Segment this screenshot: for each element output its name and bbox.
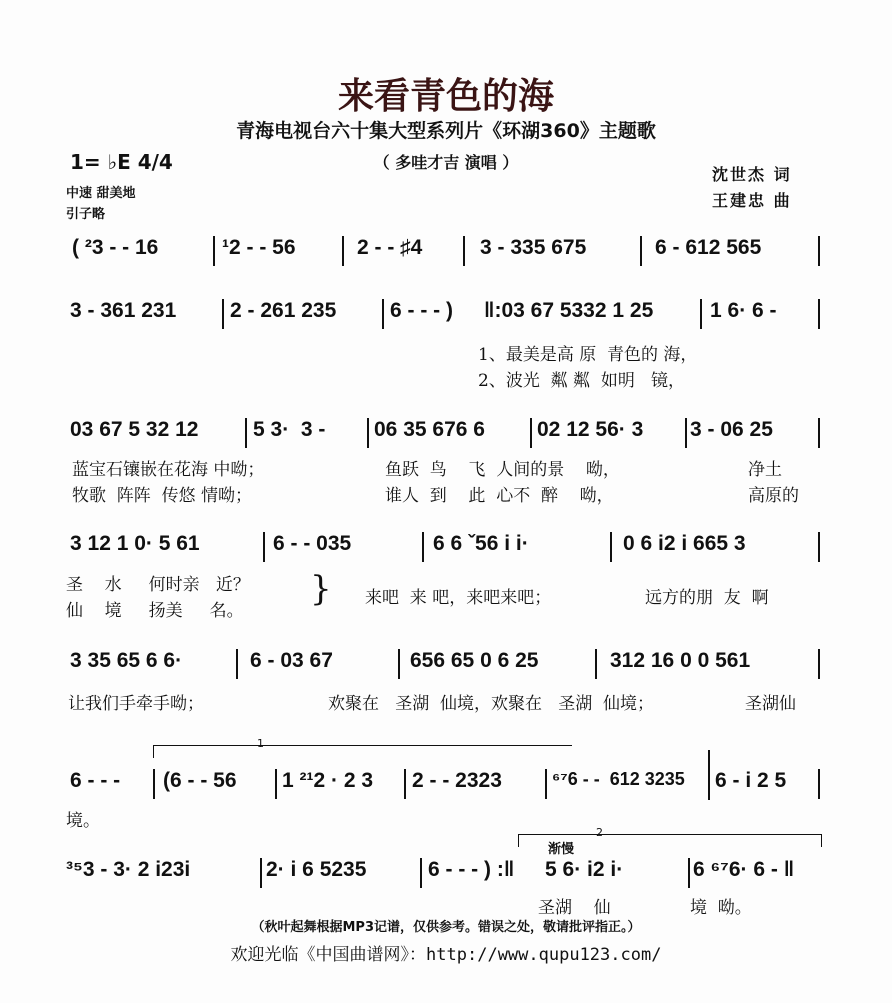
measure: 2· i 6 5235 (266, 858, 367, 881)
barline (708, 750, 710, 800)
barline (700, 299, 702, 329)
measure: 2 - - ♯4 (357, 236, 423, 259)
measure: 06 35 676 6 (374, 418, 485, 441)
measure: 5 6· i2 i· (545, 858, 624, 881)
barline (688, 858, 690, 888)
lyric: 圣湖 仙 (538, 898, 611, 918)
barline (342, 236, 344, 266)
barline (595, 649, 597, 679)
lyric: 远方的朋 友 啊 (645, 588, 769, 608)
measure: 6 - - - (70, 769, 121, 792)
barline (818, 236, 820, 266)
measure: 3 12 1 0· 5 61 (70, 532, 200, 555)
singer: （ 多哇才吉 演唱 ） (373, 153, 519, 172)
measure: 3 - 06 25 (690, 418, 773, 441)
measure: 6 - i 2 5 (715, 769, 787, 792)
lyric: 仙 境 扬美 名。 (66, 601, 244, 621)
measure: 0 6 i2 i 665 3 (623, 532, 746, 555)
barline (545, 769, 547, 799)
lyric: 高原的 (748, 486, 799, 506)
key-signature: 1= ♭E 4/4 (70, 150, 173, 174)
measure: 656 65 0 6 25 (410, 649, 539, 672)
measure: 6 - - - ) :‖ (428, 858, 515, 881)
barline (260, 858, 262, 888)
tempo-mark: 渐慢 (548, 842, 575, 857)
barline (685, 418, 687, 448)
measure: 02 12 56· 3 (537, 418, 644, 441)
measure: 6 - - - ) (390, 299, 453, 322)
volta-bracket-1 (153, 745, 572, 758)
measure: 5 3· 3 - (253, 418, 326, 441)
measure: 3 - 335 675 (480, 236, 587, 259)
lyric: 圣湖仙 (745, 694, 796, 714)
measure: ³⁵3 - 3· 2 i23i (66, 858, 191, 881)
composer: 王建忠 曲 (712, 191, 792, 210)
brace: } (310, 569, 332, 609)
measure: ⁶⁷6 - - 612 3235 (552, 769, 685, 789)
measure: 03 67 5 32 12 (70, 418, 199, 441)
barline (420, 858, 422, 888)
measure: 6 - 03 67 (250, 649, 333, 672)
barline (213, 236, 215, 266)
measure: (6 - - 56 (163, 769, 237, 792)
barline (404, 769, 406, 799)
barline (263, 532, 265, 562)
site-footer: 欢迎光临《中国曲谱网》：http://www.qupu123.com/ (230, 945, 662, 965)
barline (236, 649, 238, 679)
intro-note: 引子略 (66, 207, 106, 222)
lyric: 圣 水 何时亲 近？ (66, 575, 250, 595)
subtitle: 青海电视台六十集大型系列片《环湖360》主题歌 (236, 120, 656, 142)
barline (153, 769, 155, 799)
lyricist: 沈世杰 词 (712, 165, 792, 184)
measure: 2 - 261 235 (230, 299, 337, 322)
barline (245, 418, 247, 448)
barline (463, 236, 465, 266)
barline (818, 769, 820, 799)
barline (422, 532, 424, 562)
measure: ¹2 - - 56 (222, 236, 296, 259)
lyric: 境 呦。 (690, 898, 752, 918)
measure: 6 ⁶⁷6· 6 - ‖ (693, 858, 795, 881)
measure: 1 6· 6 - (710, 299, 777, 322)
lyric-verse-1: 1、最美是高 原 青色的 海， (478, 345, 698, 365)
measure: ( ²3 - - 16 (72, 236, 159, 259)
lyric: 让我们手牵手呦； (68, 694, 204, 714)
lyric: 蓝宝石镶嵌在花海 中呦； (72, 460, 265, 480)
measure: 1 ²¹2 · 2 3 (282, 769, 374, 792)
barline (530, 418, 532, 448)
lyric: 境。 (66, 811, 100, 831)
barline (818, 299, 820, 329)
barline (398, 649, 400, 679)
measure: 312 16 0 0 561 (610, 649, 751, 672)
lyric: 欢聚在 圣湖 仙境，欢聚在 圣湖 仙境； (328, 694, 655, 714)
measure: 2 - - 2323 (412, 769, 502, 792)
song-title: 来看青色的海 (337, 76, 554, 117)
barline (818, 532, 820, 562)
measure: 6 - - 035 (273, 532, 352, 555)
measure: ‖:03 67 5332 1 25 (484, 299, 654, 322)
barline (640, 236, 642, 266)
lyric: 鱼跃 鸟 飞 人间的景 呦， (385, 460, 620, 480)
volta-number: 1 (257, 737, 264, 750)
barline (367, 418, 369, 448)
barline (610, 532, 612, 562)
barline (382, 299, 384, 329)
barline (818, 649, 820, 679)
transcriber-note: （秋叶起舞根据MP3记谱，仅供参考。错误之处，敬请批评指正。） (251, 920, 641, 935)
measure: 6 6 ˇ56 i i· (433, 532, 529, 555)
barline (818, 418, 820, 448)
barline (222, 299, 224, 329)
lyric: 净土 (748, 460, 782, 480)
lyric: 谁人 到 此 心不 醉 呦， (385, 486, 614, 506)
lyric: 来吧 来 吧，来吧来吧； (365, 588, 552, 608)
volta-number: 2 (596, 826, 603, 839)
lyric: 牧歌 阵阵 传悠 情呦； (72, 486, 253, 506)
lyric-verse-2: 2、波光 粼 粼 如明 镜， (478, 371, 686, 391)
measure: 3 35 65 6 6· (70, 649, 183, 672)
tempo: 中速 甜美地 (66, 186, 136, 201)
barline (275, 769, 277, 799)
measure: 3 - 361 231 (70, 299, 177, 322)
measure: 6 - 612 565 (655, 236, 762, 259)
